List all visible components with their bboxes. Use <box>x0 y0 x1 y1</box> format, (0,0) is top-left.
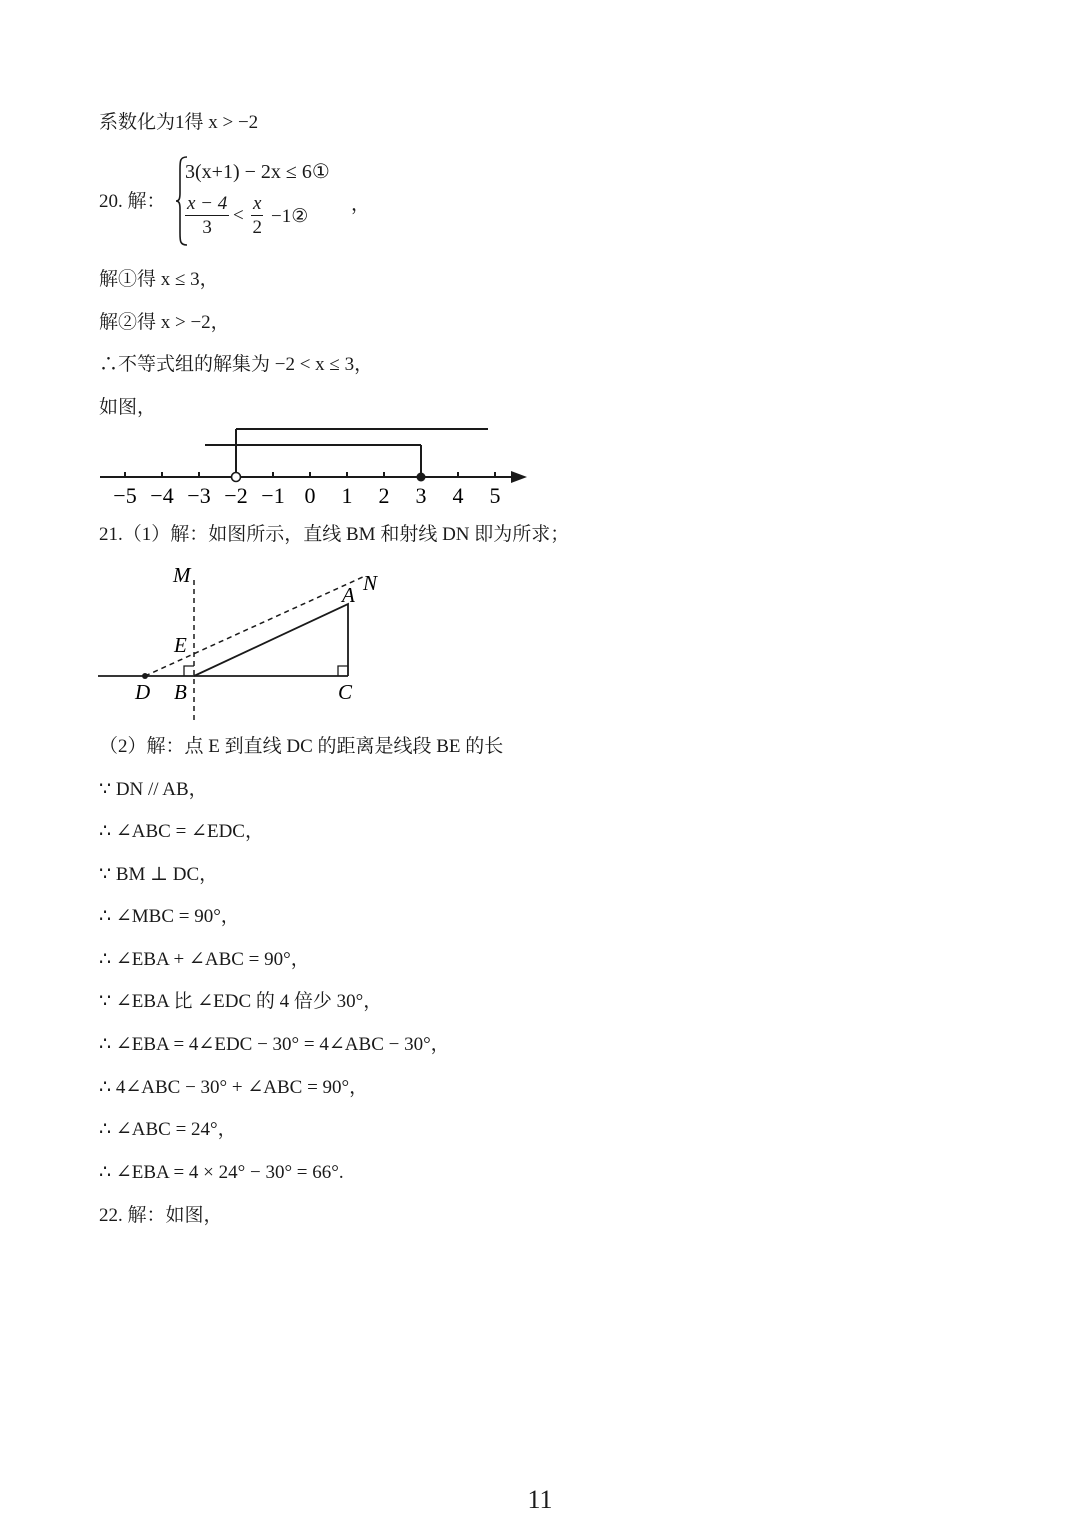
tick-label: 5 <box>489 483 501 508</box>
question-21-part-1: 21.（1）解：如图所示，直线 BM 和射线 DN 即为所求； <box>99 524 570 545</box>
ray-dn <box>145 576 365 676</box>
tick-label: 4 <box>452 483 464 508</box>
less-than-sign: < <box>233 205 244 226</box>
tick-label: 0 <box>304 483 316 508</box>
fraction-left-numerator: x − 4 <box>187 193 228 214</box>
tick-label: −4 <box>150 483 174 508</box>
question-22: 22. 解：如图， <box>99 1205 223 1226</box>
step-9: ∴ ∠ABC = 24°， <box>99 1119 237 1140</box>
label-m: M <box>173 563 191 587</box>
question-21-part-2: （2）解：点 E 到直线 DC 的距离是线段 BE 的长 <box>99 736 504 757</box>
step-3: ∵ BM ⊥ DC， <box>99 864 219 885</box>
label-d: D <box>135 680 151 704</box>
label-c: C <box>338 680 353 704</box>
tick-label: 1 <box>341 483 353 508</box>
inequality-system <box>175 155 375 250</box>
right-angle-b-icon <box>184 666 194 676</box>
fraction-right <box>251 193 263 240</box>
as-shown: 如图， <box>99 397 157 418</box>
tick-label: −3 <box>187 483 211 508</box>
right-angle-c-icon <box>338 666 348 676</box>
tick-label: 3 <box>415 483 427 508</box>
number-line-diagram <box>95 420 535 515</box>
step-6: ∵ ∠EBA 比 ∠EDC 的 4 倍少 30°， <box>99 991 383 1012</box>
step-2: ∴ ∠ABC = ∠EDC， <box>99 821 264 842</box>
solution-set: ∴不等式组的解集为 −2 < x ≤ 3， <box>99 354 374 375</box>
triangle-abc <box>194 604 348 676</box>
solution-2: 解②得 x > −2， <box>99 312 230 333</box>
fraction-left <box>185 193 229 240</box>
page-number: 11 <box>527 1485 553 1514</box>
question-20-label: 20. 解： <box>99 191 166 212</box>
fraction-right-denominator: 2 <box>252 217 262 238</box>
tick-label: −5 <box>113 483 137 508</box>
tick-label: −2 <box>224 483 248 508</box>
fraction-right-numerator: x <box>253 193 262 214</box>
step-1: ∵ DN // AB， <box>99 779 208 800</box>
step-8: ∴ 4∠ABC − 30° + ∠ABC = 90°， <box>99 1077 369 1098</box>
tick-label: −1 <box>261 483 285 508</box>
fraction-left-denominator: 3 <box>202 217 212 238</box>
label-e: E <box>174 633 187 657</box>
label-b: B <box>174 680 187 704</box>
label-a: A <box>342 583 355 607</box>
inequality-1: 3(x+1) − 2x ≤ 6① <box>185 161 330 183</box>
inequality-2-tail: −1② <box>271 206 309 227</box>
solution-1: 解①得 x ≤ 3， <box>99 269 219 290</box>
step-4: ∴ ∠MBC = 90°， <box>99 906 240 927</box>
system-comma: ， <box>351 194 371 215</box>
step-7: ∴ ∠EBA = 4∠EDC − 30° = 4∠ABC − 30°， <box>99 1034 450 1055</box>
point-d <box>142 673 148 679</box>
step-5: ∴ ∠EBA + ∠ABC = 90°， <box>99 949 310 970</box>
label-n: N <box>363 571 378 595</box>
closed-point-3 <box>417 473 426 482</box>
arrow-icon <box>511 471 527 483</box>
geometry-figure <box>95 560 395 725</box>
tick-label: 2 <box>378 483 390 508</box>
line-coefficient: 系数化为1得 x > −2 <box>99 112 259 133</box>
open-point-minus-2 <box>232 473 241 482</box>
step-10: ∴ ∠EBA = 4 × 24° − 30° = 66°. <box>99 1162 344 1183</box>
